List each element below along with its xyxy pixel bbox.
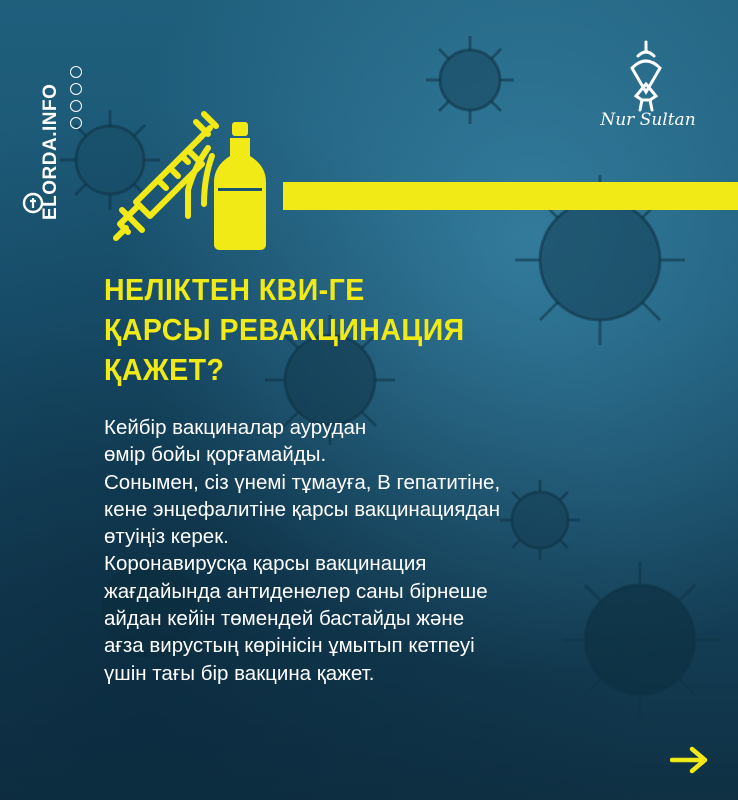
headline-line: ҚАЖЕТ?	[104, 352, 225, 387]
body-line: үшін тағы бір вакцина қажет.	[104, 661, 375, 685]
youtube-icon[interactable]	[70, 83, 82, 95]
accent-bar	[283, 182, 738, 210]
facebook-icon[interactable]	[70, 66, 82, 78]
body-line: айдан кейін төмендей бастайды және	[104, 607, 465, 631]
body-line: кене энцефалитіне қарсы вакцинациядан	[104, 497, 501, 521]
body-line: өтуіңіз керек.	[104, 525, 229, 549]
elorda-logo-icon	[22, 192, 44, 214]
headline	[104, 270, 524, 390]
body-line: Сонымен, сіз үнемі тұмауға, В гепатитіне,	[104, 470, 501, 494]
syringe-and-vial-icon	[108, 108, 288, 258]
social-icons	[70, 66, 84, 129]
body-line: жағдайында антиденелер саны бірнеше	[104, 579, 488, 603]
site-brand	[14, 30, 66, 230]
body-line: Кейбір вакциналар аурудан	[104, 416, 367, 439]
site-name: ELORDA.INFO	[40, 83, 61, 220]
arrow-right-icon[interactable]	[670, 746, 710, 774]
city-name: Nur Sultan	[600, 110, 696, 130]
body-line: өмір бойы қорғамайды.	[104, 443, 327, 467]
body-text	[104, 414, 604, 687]
telegram-icon[interactable]	[70, 100, 82, 112]
body-line: Коронавирусқа қарсы вакцинация	[104, 552, 427, 576]
headline-line: ҚАРСЫ РЕВАКЦИНАЦИЯ	[104, 312, 465, 347]
instagram-icon[interactable]	[70, 117, 82, 129]
headline-line: НЕЛІКТЕН КВИ-ГЕ	[104, 272, 365, 307]
body-line: ағза вирустың көрінісін ұмытып кетпеуі	[104, 634, 475, 658]
